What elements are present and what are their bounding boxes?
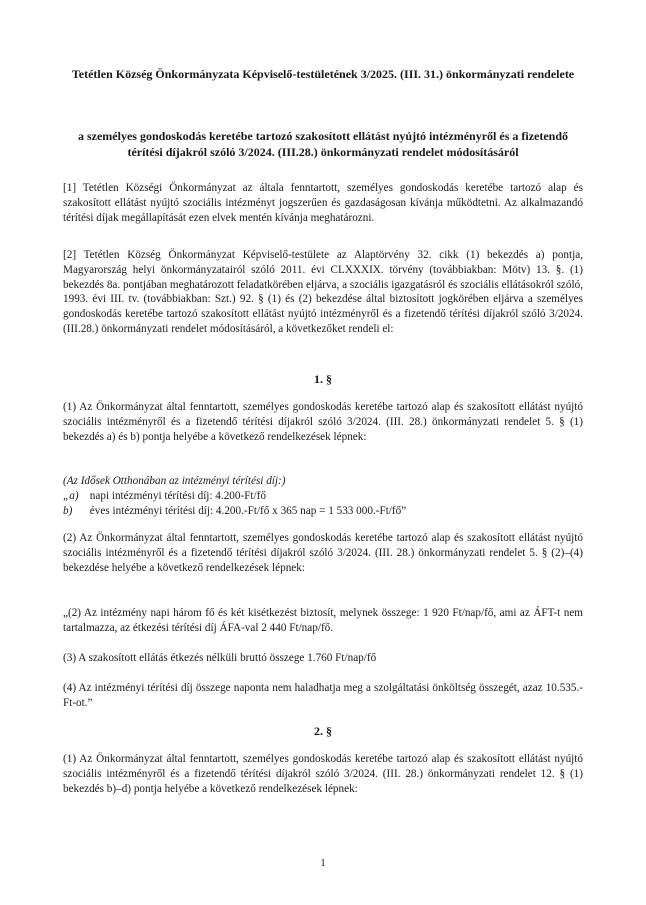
- section-1-quote-3: (3) A szakosított ellátás étkezés nélküli bruttó összege 1.760 Ft/nap/fő: [63, 652, 377, 664]
- list-item-b: [63, 504, 583, 519]
- section-1-quote-2: „(2) Az intézmény napi három fő és két kisétkezést biztosít, melynek összege: 1 920 Ft/nap/fő, ami az ÁFT-t nem tartalmazza, az étkezési térítési díj ÁFA-val 2 440 Ft/nap/fő.: [63, 607, 583, 634]
- section-1-paragraph-1: (1) Az Önkormányzat által fenntartott, személyes gondoskodás keretébe tartozó alap és szakosított ellátást nyújtó szociális intézményről és a fizetendő térítési díjakról szóló 3/2024. (III. 28.) önkormányzati rendelet 5. § (1) bekezdés a) és b) pontja helyébe a következő rendelkezések lépnek:: [63, 401, 583, 443]
- section-1-heading: 1. §: [314, 372, 332, 386]
- page-number: 1: [320, 857, 326, 869]
- list-item-b-text: éves intézményi térítési díj: 4.200.-Ft/fő x 365 nap = 1 533 000.-Ft/fő”: [89, 505, 407, 517]
- section-2-paragraph-1: (1) Az Önkormányzat által fenntartott, személyes gondoskodás keretébe tartozó alap és szakosított ellátást nyújtó szociális intézményről és a fizetendő térítési díjakról szóló 3/2024. (III. 28.) önkormányzati rendelet 12. § (1) bekezdés b)–d) pontja helyébe a következő rendelkezések lépnek:: [63, 753, 583, 795]
- section-1-paragraph-2: (2) Az Önkormányzat által fenntartott, személyes gondoskodás keretébe tartozó alap és szakosított ellátást nyújtó szociális intézményről és a fizetendő térítési díjakról szóló 3/2024. (III. 28.) önkormányzati rendelet 5. § (2)–(4) bekezdése helyébe a következő rendelkezések lépnek:: [63, 532, 583, 574]
- intro-paragraph-2: [2] Tetétlen Község Önkormányzat Képviselő-testülete az Alaptörvény 32. cikk (1) bekezdés a) pontja, Magyarország helyi önkormányzatairól szóló 2011. évi CLXXXIX. törvény (továbbiakban: Mötv) 13. §. (1) bekezdés 8a. pontjában meghatározott feladatkörében eljárva, a szociális igazgatásról és szociális ellátásokról szóló, 1993. évi III. tv. (továbbiakban: Szt.) 92. § (1) és (2) bekezdése által biztosított jogkörében eljárva a személyes gondoskodás keretébe tartozó szakosított ellátást nyújtó intézményről és a fizetendő térítési díjakról szóló 3/2024. (III.28.) önkormányzati rendelet módosításáról, a következőket rendeli el:: [63, 249, 583, 335]
- document-subtitle: a személyes gondoskodás keretébe tartozó szakosított ellátást nyújtó intézményről és a fizetendő térítési díjakról szóló 3/2024. (III.28.) önkormányzati rendelet módosításáról: [77, 129, 569, 159]
- intro-paragraph-1: [1] Tetétlen Községi Önkormányzat az általa fenntartott, személyes gondoskodás keretébe tartozó alap és szakosított ellátást nyújtó szociális intézményt jogszerűen és gazdaságosan kívánja működtetni. Az alkalmazandó térítési díjak megállapítását ezen elvek mentén kívánja meghatározni.: [63, 182, 583, 224]
- section-2-heading: 2. §: [314, 724, 332, 738]
- list-item-a-marker: „a): [63, 490, 79, 502]
- section-1-quote-4: (4) Az intézményi térítési díj összege naponta nem haladhatja meg a szolgáltatási önköltség összegét, azaz 10.535.-Ft-ot.”: [63, 682, 583, 709]
- list-item-a: [63, 489, 583, 504]
- list-item-a-text: napi intézményi térítési díj: 4.200-Ft/fő: [89, 490, 266, 502]
- list-item-b-marker: b): [63, 505, 73, 517]
- quote-heading: (Az Idősek Otthonában az intézményi térítési díj:): [63, 475, 286, 487]
- document-title: Tetétlen Község Önkormányzata Képviselő-testületének 3/2025. (III. 31.) önkormányzati rendelete: [71, 67, 575, 81]
